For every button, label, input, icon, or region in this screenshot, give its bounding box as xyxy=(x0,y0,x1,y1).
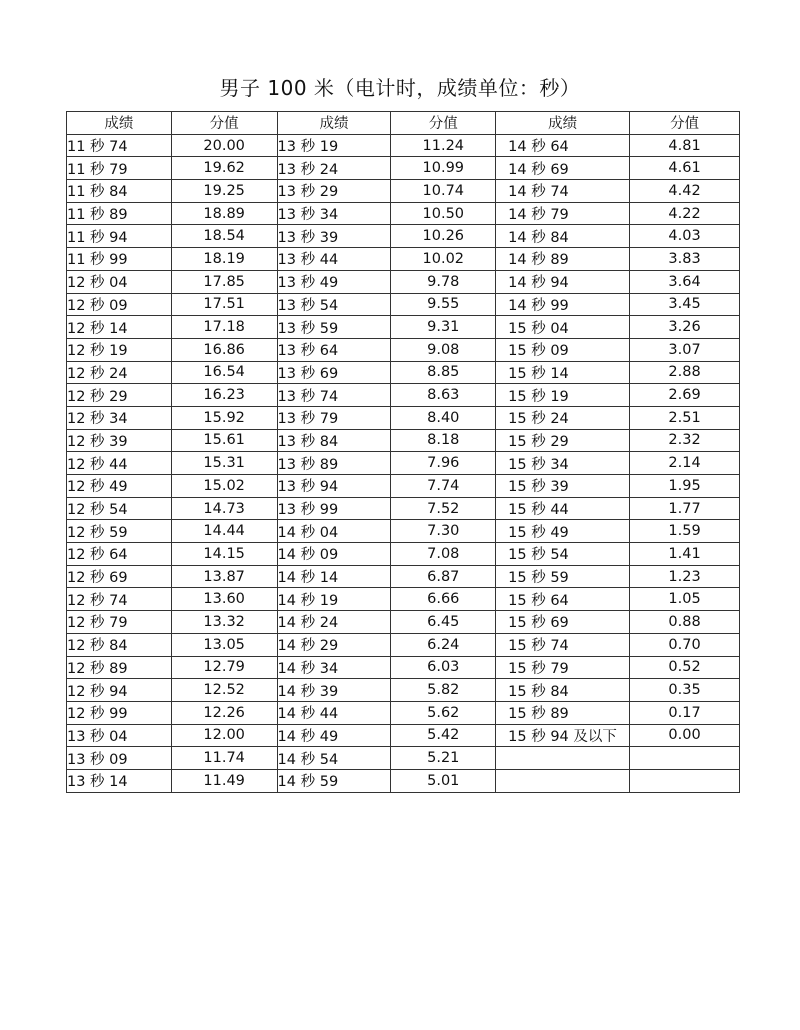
performance-cell: 13 秒 74 xyxy=(277,384,391,407)
performance-cell: 11 秒 84 xyxy=(67,180,172,203)
score-cell: 14.15 xyxy=(171,543,277,566)
performance-cell: 12 秒 74 xyxy=(67,588,172,611)
performance-cell: 14 秒 04 xyxy=(277,520,391,543)
score-cell: 15.02 xyxy=(171,475,277,498)
performance-cell: 15 秒 74 xyxy=(496,633,630,656)
score-cell: 3.26 xyxy=(630,316,740,339)
table-row xyxy=(67,202,740,225)
score-cell: 1.59 xyxy=(630,520,740,543)
score-cell: 3.07 xyxy=(630,338,740,361)
score-cell: 6.87 xyxy=(391,565,496,588)
score-cell: 11.74 xyxy=(171,747,277,770)
performance-cell: 14 秒 79 xyxy=(496,202,630,225)
score-cell: 17.85 xyxy=(171,270,277,293)
table-row xyxy=(67,769,740,792)
table-row xyxy=(67,701,740,724)
performance-cell: 13 秒 44 xyxy=(277,248,391,271)
score-cell: 1.77 xyxy=(630,497,740,520)
performance-cell: 12 秒 19 xyxy=(67,338,172,361)
score-cell: 6.24 xyxy=(391,633,496,656)
table-row xyxy=(67,384,740,407)
performance-cell: 14 秒 69 xyxy=(496,157,630,180)
score-cell: 13.05 xyxy=(171,633,277,656)
score-cell: 19.62 xyxy=(171,157,277,180)
score-cell: 6.03 xyxy=(391,656,496,679)
score-cell: 17.51 xyxy=(171,293,277,316)
table-row xyxy=(67,475,740,498)
score-cell: 16.23 xyxy=(171,384,277,407)
performance-cell: 12 秒 49 xyxy=(67,475,172,498)
score-cell: 7.52 xyxy=(391,497,496,520)
performance-cell: 15 秒 14 xyxy=(496,361,630,384)
performance-cell: 14 秒 09 xyxy=(277,543,391,566)
table-row xyxy=(67,361,740,384)
performance-cell: 15 秒 24 xyxy=(496,406,630,429)
performance-cell: 15 秒 54 xyxy=(496,543,630,566)
table-row xyxy=(67,406,740,429)
performance-cell: 12 秒 79 xyxy=(67,611,172,634)
header-cell-performance: 成绩 xyxy=(277,112,391,135)
performance-cell: 15 秒 64 xyxy=(496,588,630,611)
performance-cell: 15 秒 84 xyxy=(496,679,630,702)
table-row xyxy=(67,429,740,452)
header-cell-performance: 成绩 xyxy=(496,112,630,135)
performance-cell: 12 秒 54 xyxy=(67,497,172,520)
performance-cell: 15 秒 94 及以下 xyxy=(496,724,630,747)
performance-cell: 12 秒 14 xyxy=(67,316,172,339)
performance-cell: 14 秒 44 xyxy=(277,701,391,724)
performance-cell: 13 秒 99 xyxy=(277,497,391,520)
table-row xyxy=(67,565,740,588)
score-cell: 8.18 xyxy=(391,429,496,452)
performance-cell: 13 秒 69 xyxy=(277,361,391,384)
performance-cell: 14 秒 19 xyxy=(277,588,391,611)
table-row xyxy=(67,134,740,157)
table-body xyxy=(67,134,740,792)
score-cell: 9.78 xyxy=(391,270,496,293)
performance-cell: 13 秒 14 xyxy=(67,769,172,792)
performance-cell: 13 秒 19 xyxy=(277,134,391,157)
performance-cell: 15 秒 04 xyxy=(496,316,630,339)
table-row xyxy=(67,293,740,316)
score-cell: 18.19 xyxy=(171,248,277,271)
score-cell: 12.79 xyxy=(171,656,277,679)
performance-cell: 12 秒 59 xyxy=(67,520,172,543)
score-cell: 10.50 xyxy=(391,202,496,225)
table-row xyxy=(67,633,740,656)
performance-cell: 14 秒 24 xyxy=(277,611,391,634)
performance-cell: 15 秒 44 xyxy=(496,497,630,520)
score-cell: 0.00 xyxy=(630,724,740,747)
score-cell: 8.40 xyxy=(391,406,496,429)
performance-cell: 11 秒 89 xyxy=(67,202,172,225)
performance-cell: 11 秒 74 xyxy=(67,134,172,157)
performance-cell: 13 秒 89 xyxy=(277,452,391,475)
score-cell: 5.42 xyxy=(391,724,496,747)
table-row xyxy=(67,747,740,770)
score-cell: 19.25 xyxy=(171,180,277,203)
performance-cell: 11 秒 94 xyxy=(67,225,172,248)
performance-cell: 13 秒 09 xyxy=(67,747,172,770)
performance-cell: 15 秒 19 xyxy=(496,384,630,407)
header-cell-score: 分值 xyxy=(630,112,740,135)
performance-cell: 12 秒 39 xyxy=(67,429,172,452)
score-cell: 18.89 xyxy=(171,202,277,225)
score-cell: 1.95 xyxy=(630,475,740,498)
performance-cell: 13 秒 54 xyxy=(277,293,391,316)
score-cell: 2.69 xyxy=(630,384,740,407)
score-cell: 15.31 xyxy=(171,452,277,475)
page-title: 男子 100 米（电计时，成绩单位：秒） xyxy=(219,76,581,100)
score-cell: 5.21 xyxy=(391,747,496,770)
score-cell: 12.52 xyxy=(171,679,277,702)
score-cell: 1.41 xyxy=(630,543,740,566)
table-row xyxy=(67,248,740,271)
performance-cell: 12 秒 09 xyxy=(67,293,172,316)
performance-cell: 15 秒 34 xyxy=(496,452,630,475)
score-cell: 16.86 xyxy=(171,338,277,361)
score-cell: 5.01 xyxy=(391,769,496,792)
performance-cell: 15 秒 29 xyxy=(496,429,630,452)
score-cell: 2.14 xyxy=(630,452,740,475)
score-cell: 11.24 xyxy=(391,134,496,157)
performance-cell: 14 秒 89 xyxy=(496,248,630,271)
score-cell: 4.61 xyxy=(630,157,740,180)
performance-cell: 15 秒 09 xyxy=(496,338,630,361)
table-row xyxy=(67,724,740,747)
performance-cell: 13 秒 94 xyxy=(277,475,391,498)
score-cell: 17.18 xyxy=(171,316,277,339)
table-row xyxy=(67,270,740,293)
performance-cell: 14 秒 29 xyxy=(277,633,391,656)
performance-cell xyxy=(496,747,630,770)
score-cell: 4.42 xyxy=(630,180,740,203)
score-cell: 10.26 xyxy=(391,225,496,248)
score-cell: 20.00 xyxy=(171,134,277,157)
score-cell: 0.35 xyxy=(630,679,740,702)
score-cell: 6.66 xyxy=(391,588,496,611)
performance-cell: 15 秒 39 xyxy=(496,475,630,498)
score-table xyxy=(66,111,740,793)
score-cell: 12.00 xyxy=(171,724,277,747)
score-cell: 15.92 xyxy=(171,406,277,429)
performance-cell: 12 秒 94 xyxy=(67,679,172,702)
score-cell: 9.08 xyxy=(391,338,496,361)
performance-cell: 15 秒 49 xyxy=(496,520,630,543)
score-cell: 3.83 xyxy=(630,248,740,271)
table-row xyxy=(67,338,740,361)
score-cell: 4.03 xyxy=(630,225,740,248)
performance-cell: 15 秒 89 xyxy=(496,701,630,724)
performance-cell: 14 秒 14 xyxy=(277,565,391,588)
score-cell: 0.17 xyxy=(630,701,740,724)
score-cell: 3.64 xyxy=(630,270,740,293)
performance-cell: 14 秒 99 xyxy=(496,293,630,316)
performance-cell: 11 秒 99 xyxy=(67,248,172,271)
performance-cell: 11 秒 79 xyxy=(67,157,172,180)
score-cell: 2.32 xyxy=(630,429,740,452)
score-cell: 7.08 xyxy=(391,543,496,566)
score-cell: 4.22 xyxy=(630,202,740,225)
performance-cell: 15 秒 59 xyxy=(496,565,630,588)
score-cell: 14.44 xyxy=(171,520,277,543)
performance-cell: 12 秒 84 xyxy=(67,633,172,656)
score-cell: 8.85 xyxy=(391,361,496,384)
header-cell-score: 分值 xyxy=(171,112,277,135)
performance-cell: 12 秒 64 xyxy=(67,543,172,566)
table-row xyxy=(67,452,740,475)
score-cell: 11.49 xyxy=(171,769,277,792)
performance-cell: 13 秒 59 xyxy=(277,316,391,339)
table-row xyxy=(67,588,740,611)
score-cell: 16.54 xyxy=(171,361,277,384)
performance-cell: 13 秒 84 xyxy=(277,429,391,452)
score-cell: 14.73 xyxy=(171,497,277,520)
performance-cell: 14 秒 59 xyxy=(277,769,391,792)
table-row xyxy=(67,497,740,520)
score-cell: 13.32 xyxy=(171,611,277,634)
score-cell: 10.02 xyxy=(391,248,496,271)
performance-cell: 14 秒 64 xyxy=(496,134,630,157)
table-row xyxy=(67,316,740,339)
table-row xyxy=(67,679,740,702)
score-cell: 7.30 xyxy=(391,520,496,543)
score-cell: 7.96 xyxy=(391,452,496,475)
performance-cell: 12 秒 69 xyxy=(67,565,172,588)
performance-cell: 13 秒 24 xyxy=(277,157,391,180)
table-row xyxy=(67,656,740,679)
performance-cell xyxy=(496,769,630,792)
table-row xyxy=(67,611,740,634)
performance-cell: 13 秒 39 xyxy=(277,225,391,248)
performance-cell: 13 秒 79 xyxy=(277,406,391,429)
score-cell: 0.52 xyxy=(630,656,740,679)
performance-cell: 12 秒 04 xyxy=(67,270,172,293)
table-row xyxy=(67,225,740,248)
performance-cell: 14 秒 34 xyxy=(277,656,391,679)
table-row xyxy=(67,543,740,566)
header-cell-score: 分值 xyxy=(391,112,496,135)
score-cell: 5.62 xyxy=(391,701,496,724)
score-cell: 6.45 xyxy=(391,611,496,634)
performance-cell: 12 秒 34 xyxy=(67,406,172,429)
score-cell: 0.88 xyxy=(630,611,740,634)
score-cell xyxy=(630,747,740,770)
score-cell: 5.82 xyxy=(391,679,496,702)
score-cell: 2.88 xyxy=(630,361,740,384)
table-header-row xyxy=(67,112,740,135)
score-cell: 0.70 xyxy=(630,633,740,656)
performance-cell: 12 秒 44 xyxy=(67,452,172,475)
score-cell: 10.99 xyxy=(391,157,496,180)
score-cell: 3.45 xyxy=(630,293,740,316)
performance-cell: 14 秒 84 xyxy=(496,225,630,248)
score-cell: 1.23 xyxy=(630,565,740,588)
performance-cell: 15 秒 69 xyxy=(496,611,630,634)
score-cell: 7.74 xyxy=(391,475,496,498)
score-cell: 13.60 xyxy=(171,588,277,611)
score-cell: 10.74 xyxy=(391,180,496,203)
performance-cell: 12 秒 29 xyxy=(67,384,172,407)
performance-cell: 14 秒 39 xyxy=(277,679,391,702)
performance-cell: 14 秒 49 xyxy=(277,724,391,747)
score-cell: 8.63 xyxy=(391,384,496,407)
performance-cell: 14 秒 54 xyxy=(277,747,391,770)
score-cell: 9.55 xyxy=(391,293,496,316)
table-row xyxy=(67,157,740,180)
performance-cell: 13 秒 29 xyxy=(277,180,391,203)
score-cell: 9.31 xyxy=(391,316,496,339)
performance-cell: 13 秒 34 xyxy=(277,202,391,225)
header-cell-performance: 成绩 xyxy=(67,112,172,135)
score-cell xyxy=(630,769,740,792)
performance-cell: 12 秒 89 xyxy=(67,656,172,679)
performance-cell: 14 秒 94 xyxy=(496,270,630,293)
performance-cell: 12 秒 99 xyxy=(67,701,172,724)
score-cell: 13.87 xyxy=(171,565,277,588)
table-row xyxy=(67,520,740,543)
performance-cell: 15 秒 79 xyxy=(496,656,630,679)
score-cell: 2.51 xyxy=(630,406,740,429)
performance-cell: 13 秒 49 xyxy=(277,270,391,293)
table-row xyxy=(67,180,740,203)
performance-cell: 14 秒 74 xyxy=(496,180,630,203)
performance-cell: 13 秒 64 xyxy=(277,338,391,361)
performance-cell: 13 秒 04 xyxy=(67,724,172,747)
score-cell: 4.81 xyxy=(630,134,740,157)
performance-cell: 12 秒 24 xyxy=(67,361,172,384)
score-cell: 12.26 xyxy=(171,701,277,724)
score-cell: 1.05 xyxy=(630,588,740,611)
score-cell: 15.61 xyxy=(171,429,277,452)
score-cell: 18.54 xyxy=(171,225,277,248)
